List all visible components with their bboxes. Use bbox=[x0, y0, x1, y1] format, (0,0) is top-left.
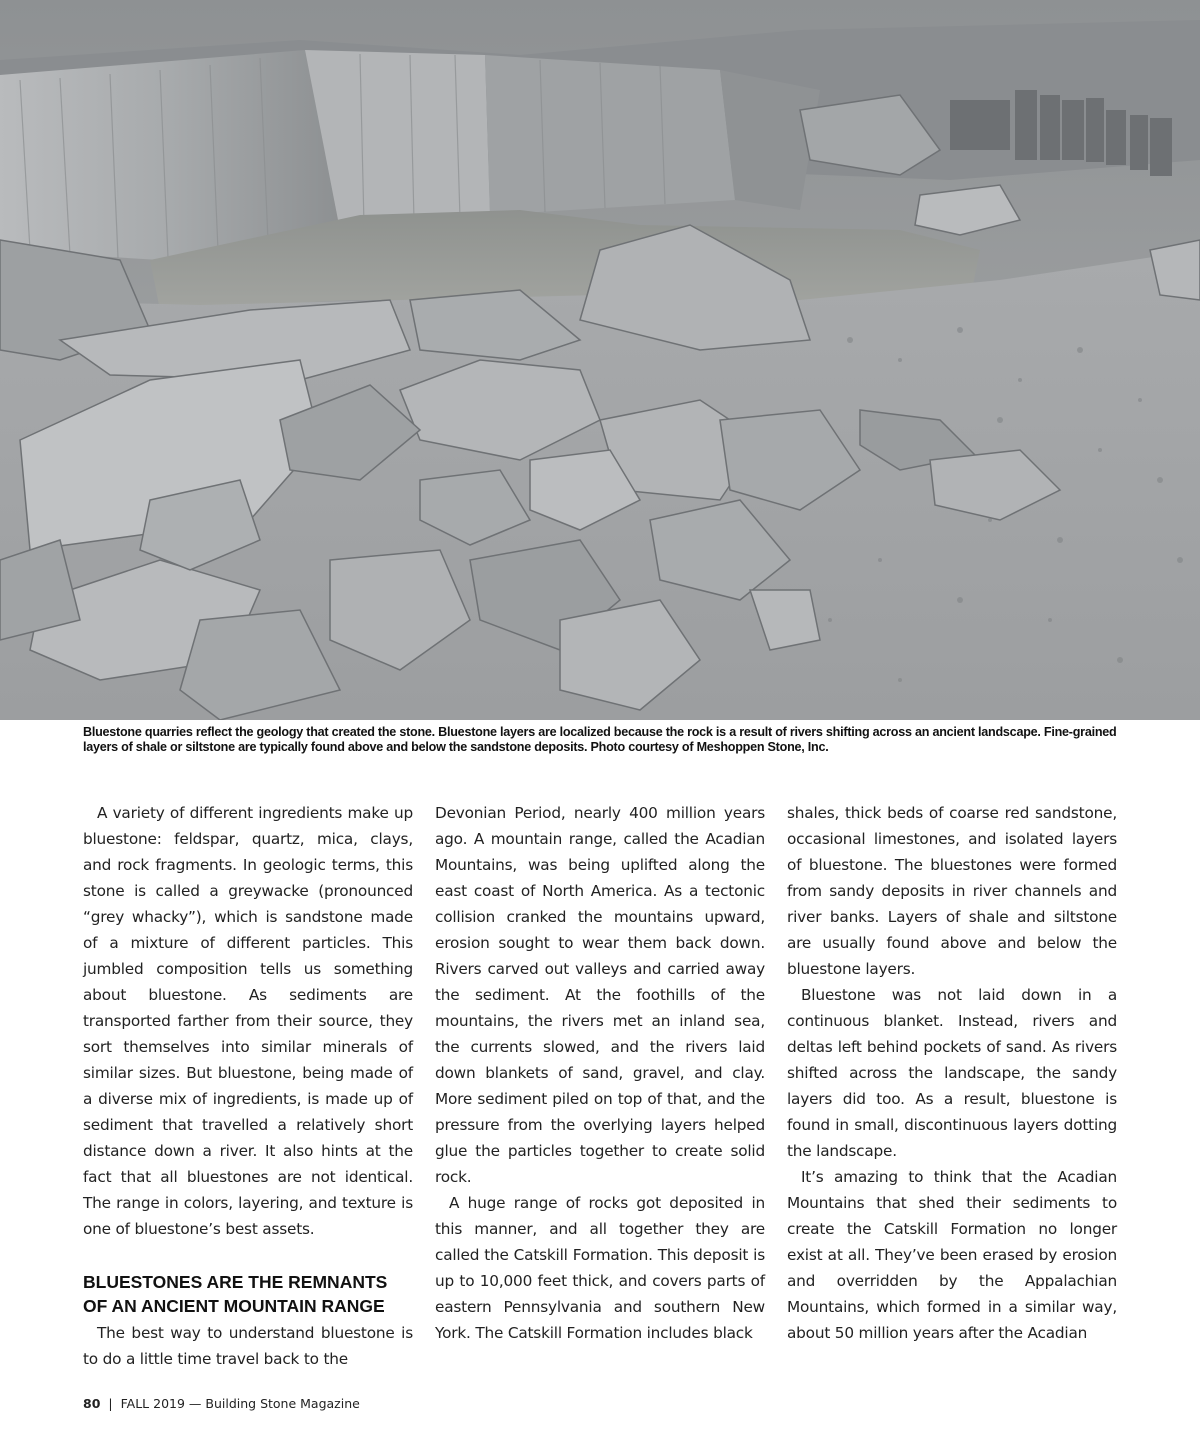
publication-name: — Building Stone Magazine bbox=[188, 1396, 360, 1411]
text-column-1 bbox=[83, 800, 413, 1372]
photo-caption: Bluestone quarries reflect the geology that created the stone. Bluestone layers are localized because the rock is a result of rivers shifting across an ancient landscape. Fine-grained layers of shale or siltstone are typically found above and below the sandstone deposits. Photo courtesy of Meshoppen Stone, Inc. bbox=[83, 725, 1117, 754]
body-paragraph: shales, thick beds of coarse red sandstone, occasional limestones, and isolated layers of bluestone. The bluestones were formed from sandy deposits in river channels and river banks. Layers of shale and siltstone are usually found above and below the bluestone layers. bbox=[787, 804, 1117, 978]
issue-label: FALL 2019 bbox=[120, 1396, 185, 1411]
text-column-3 bbox=[787, 800, 1117, 1346]
body-paragraph: A variety of different ingredients make up bluestone: feldspar, quartz, mica, clays, and rock fragments. In geologic terms, this stone is called a greywacke (pronounced “grey whacky”), which is sandstone made of a mixture of different particles. This jumbled composition tells us something about bluestone. As sediments are transported farther from their source, they sort themselves into similar minerals of similar sizes. But bluestone, being made of a diverse mix of ingredients, is made up of sediment that travelled a relatively short distance down a river. It also hints at the fact that all bluestones are not identical. The range in colors, layering, and texture is one of bluestone’s best assets. bbox=[83, 804, 413, 1238]
body-paragraph: Bluestone was not laid down in a continuous blanket. Instead, rivers and deltas left behind pockets of sand. As rivers shifted across the landscape, the sandy layers did too. As a result, bluestone is found in small, discontinuous layers dotting the landscape. bbox=[787, 986, 1117, 1160]
text-column-2 bbox=[435, 800, 765, 1346]
body-paragraph: The best way to understand bluestone is to do a little time travel back to the bbox=[83, 1324, 413, 1368]
body-paragraph: It’s amazing to think that the Acadian Mountains that shed their sediments to create the Catskill Formation no longer exist at all. They’ve been erased by erosion and overridden by the Appalachian Mountains, which formed in a similar way, about 50 million years after the Acadian bbox=[787, 1168, 1117, 1342]
page-footer bbox=[83, 1396, 360, 1411]
body-paragraph: Devonian Period, nearly 400 million years ago. A mountain range, called the Acadian Mountains, was being uplifted along the east coast of North America. As a tectonic collision cranked the mountains upward, erosion sought to wear them back down. Rivers carved out valleys and carried away the sediment. At the foothills of the mountains, the rivers met an inland sea, the currents slowed, and the rivers laid down blankets of sand, gravel, and clay. More sediment piled on top of that, and the pressure from the overlying layers helped glue the particles together to create solid rock. bbox=[435, 804, 765, 1186]
quarry-photo bbox=[0, 0, 1200, 720]
page-number: 80 bbox=[83, 1396, 101, 1411]
body-paragraph: A huge range of rocks got deposited in this manner, and all together they are called the Catskill Formation. This deposit is up to 10,000 feet thick, and covers parts of eastern Pennsylvania and southern New York. The Catskill Formation includes black bbox=[435, 1194, 765, 1342]
footer-separator: | bbox=[108, 1396, 113, 1411]
section-heading: BLUESTONES ARE THE REMNANTS OF AN ANCIENT MOUNTAIN RANGE bbox=[83, 1272, 388, 1316]
